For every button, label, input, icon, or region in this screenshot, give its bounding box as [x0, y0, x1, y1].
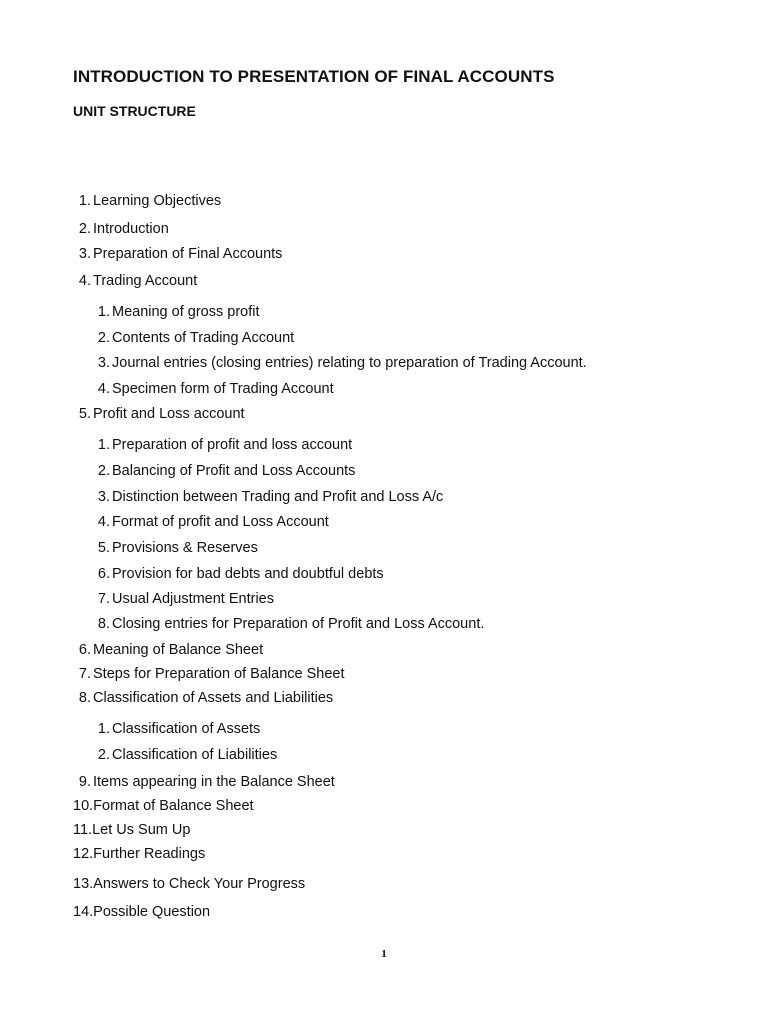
document-title: INTRODUCTION TO PRESENTATION OF FINAL ACCOUNTS	[73, 67, 555, 86]
page-number: 1	[381, 948, 387, 960]
toc-subitem: 4. Specimen form of Trading Account	[97, 381, 334, 397]
toc-item: 13.Answers to Check Your Progress	[73, 876, 306, 892]
toc-item: 5. Profit and Loss account	[78, 406, 245, 422]
toc-subitem: 4. Format of profit and Loss Account	[97, 514, 329, 530]
unit-structure-heading: UNIT STRUCTURE	[73, 103, 196, 119]
toc-subitem: 1. Preparation of profit and loss account	[97, 437, 353, 453]
toc-subitem: 6. Provision for bad debts and doubtful debts	[97, 566, 384, 582]
toc-subitem: 2. Classification of Liabilities	[97, 747, 278, 763]
toc-item: 9. Items appearing in the Balance Sheet	[78, 774, 335, 790]
toc-subitem: 8. Closing entries for Preparation of Profit and Loss Account.	[97, 616, 485, 632]
toc-item: 11.Let Us Sum Up	[73, 822, 191, 838]
toc-subitem: 7. Usual Adjustment Entries	[97, 591, 274, 607]
toc-item: 2. Introduction	[78, 221, 169, 237]
toc-item: 14.Possible Question	[73, 904, 211, 920]
toc-subitem: 2. Balancing of Profit and Loss Accounts	[97, 463, 356, 479]
toc-subitem: 1. Classification of Assets	[97, 721, 261, 737]
toc-item: 6. Meaning of Balance Sheet	[78, 642, 264, 658]
toc-subitem: 2. Contents of Trading Account	[97, 330, 295, 346]
toc-item: 3. Preparation of Final Accounts	[78, 246, 283, 262]
toc-item: 8. Classification of Assets and Liabilities	[78, 690, 334, 706]
toc-subitem: 3. Distinction between Trading and Profit and Loss A/c	[97, 489, 444, 505]
toc-subitem: 5. Provisions & Reserves	[97, 540, 258, 556]
toc-item: 7. Steps for Preparation of Balance Sheet	[78, 666, 345, 682]
toc-item: 1. Learning Objectives	[78, 193, 222, 209]
toc-item: 10.Format of Balance Sheet	[73, 798, 254, 814]
toc-item: 12.Further Readings	[73, 846, 206, 862]
toc-subitem: 1. Meaning of gross profit	[97, 304, 260, 320]
toc-item: 4. Trading Account	[78, 273, 198, 289]
toc-subitem: 3. Journal entries (closing entries) relating to preparation of Trading Account.	[97, 355, 587, 371]
